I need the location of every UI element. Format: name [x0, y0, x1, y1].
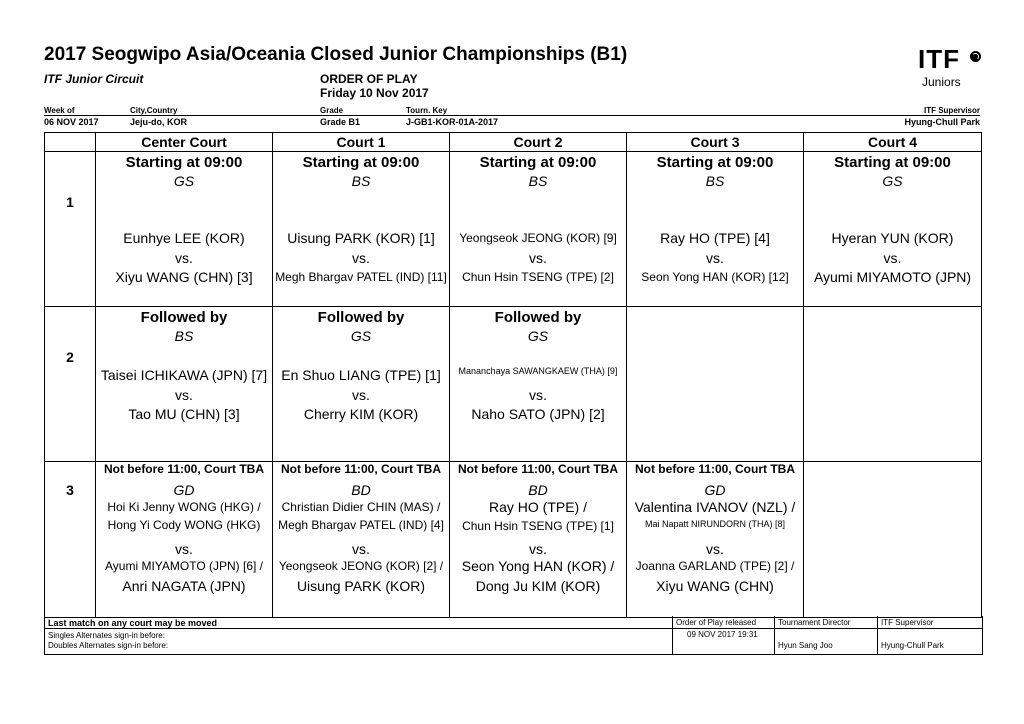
match-cell [450, 462, 627, 618]
week-value: 06 NOV 2017 [44, 117, 99, 127]
court-header: Court 3 [627, 133, 804, 152]
start-time: Not before 11:00, Court TBA [457, 462, 619, 476]
released-value: 09 NOV 2017 19:31 [687, 630, 758, 639]
event-code: BD [528, 482, 548, 498]
match-cell [627, 152, 804, 307]
versus: vs. [529, 250, 547, 266]
match-row [45, 152, 982, 307]
event-code: GD [704, 482, 726, 498]
row-number: 1 [66, 194, 74, 210]
partner-two: Uisung PARK (KOR) [296, 578, 426, 594]
order-of-play-heading [320, 72, 429, 100]
match-cell [627, 462, 804, 618]
player-two: Cherry KIM (KOR) [303, 406, 419, 422]
match-cell [450, 152, 627, 307]
footer-col-divider [774, 616, 775, 654]
grade-label: Grade [320, 106, 344, 115]
supervisor-value: Hyung-Chull Park [904, 117, 980, 127]
event-code: GS [882, 173, 903, 189]
week-label: Week of [44, 106, 75, 115]
event-code: GS [527, 328, 549, 344]
event-code: BS [705, 173, 725, 189]
versus: vs. [352, 250, 370, 266]
partner-one: Mai Napatt NIRUNDORN (THA) [8] [644, 519, 786, 529]
city-label: City,Country [130, 106, 178, 115]
last-match-note: Last match on any court may be moved [48, 618, 218, 628]
player-one: Yeongseok JEONG (KOR) [9] [459, 231, 617, 245]
versus: vs. [883, 250, 902, 266]
start-time: Starting at 09:00 [834, 154, 951, 171]
versus: vs. [706, 250, 724, 266]
start-time: Starting at 09:00 [302, 154, 420, 171]
player-one: Ray HO (TPE) / [488, 499, 587, 515]
footer-supervisor-value: Hyung-Chull Park [881, 641, 944, 650]
footer-col-divider [672, 616, 673, 654]
match-cell [273, 307, 450, 462]
versus: vs. [706, 541, 724, 557]
logo-itf-text: ITF [918, 44, 960, 74]
start-time: Starting at 09:00 [656, 154, 774, 171]
player-one: Taisei ICHIKAWA (JPN) [7] [100, 367, 268, 383]
player-one: Valentina IVANOV (NZL) / [634, 499, 796, 515]
event-code: BS [528, 173, 548, 189]
event-code: GS [173, 173, 195, 189]
tourn-key-label: Tourn. Key [406, 106, 448, 115]
match-cell [804, 152, 982, 307]
versus: vs. [175, 387, 193, 403]
player-one: Uisung PARK (KOR) [1] [287, 230, 435, 246]
player-two: Seon Yong HAN (KOR) [12] [641, 270, 789, 284]
player-two: Ayumi MIYAMOTO (JPN) [6] / [104, 559, 264, 573]
player-two: Joanna GARLAND (TPE) [2] / [635, 559, 795, 573]
released-label: Order of Play released [676, 618, 757, 627]
tennis-ball-icon [970, 51, 981, 62]
partner-one: Hong Yi Cody WONG (HKG) [107, 518, 261, 532]
court-header-row [45, 133, 982, 152]
start-time: Not before 11:00, Court TBA [103, 462, 265, 476]
court-header: Court 4 [804, 133, 982, 152]
partner-two: Xiyu WANG (CHN) [656, 578, 774, 594]
city-value: Jeju-do, KOR [130, 117, 188, 127]
partner-one: Megh Bhargav PATEL (IND) [4] [278, 518, 444, 532]
start-time: Not before 11:00, Court TBA [634, 462, 796, 476]
row-number-cell [45, 307, 96, 462]
grade-value: Grade B1 [320, 117, 361, 127]
footer-col-divider [877, 616, 878, 654]
row-number: 3 [66, 482, 74, 498]
court-header: Court 1 [273, 133, 450, 152]
match-row [45, 462, 982, 618]
footer-box [44, 616, 983, 655]
footer-supervisor-label: ITF Supervisor [881, 618, 934, 627]
partner-one: Chun Hsin TSENG (TPE) [1] [462, 519, 614, 533]
empty-header-cell [45, 133, 96, 152]
match-row [45, 307, 982, 462]
player-one: En Shuo LIANG (TPE) [1] [281, 367, 441, 383]
match-cell [96, 462, 273, 618]
player-two: Tao MU (CHN) [3] [128, 406, 240, 422]
event-code: BS [174, 328, 194, 344]
itf-juniors-logo [916, 44, 986, 92]
start-time: Followed by [317, 309, 405, 326]
director-label: Tournament Director [778, 618, 851, 627]
start-time: Followed by [494, 309, 582, 326]
row-number: 2 [66, 349, 74, 365]
play-date: Friday 10 Nov 2017 [320, 86, 429, 100]
director-value: Hyun Sang Joo [778, 641, 833, 650]
court-header: Court 2 [450, 133, 627, 152]
player-one: Christian Didier CHIN (MAS) / [281, 500, 441, 514]
player-two: Chun Hsin TSENG (TPE) [2] [462, 270, 614, 284]
header-divider [44, 115, 980, 116]
row-number-cell [45, 462, 96, 618]
player-two: Seon Yong HAN (KOR) / [461, 558, 615, 574]
tourn-key-value: J-GB1-KOR-01A-2017 [406, 117, 499, 127]
player-two: Naho SATO (JPN) [2] [471, 406, 605, 422]
player-one: Ray HO (TPE) [4] [660, 230, 770, 246]
match-cell [96, 152, 273, 307]
circuit-name: ITF Junior Circuit [44, 72, 144, 86]
supervisor-label: ITF Supervisor [923, 106, 980, 115]
partner-two: Dong Ju KIM (KOR) [475, 578, 601, 594]
doubles-alternates: Doubles Alternates sign-in before: [48, 641, 169, 650]
page-title: 2017 Seogwipo Asia/Oceania Closed Junior Championships (B1) [44, 44, 628, 65]
order-of-play-label: ORDER OF PLAY [320, 72, 418, 86]
start-time: Starting at 09:00 [479, 154, 597, 171]
singles-alternates: Singles Alternates sign-in before: [48, 631, 165, 640]
start-time: Not before 11:00, Court TBA [280, 462, 442, 476]
partner-two: Anri NAGATA (JPN) [122, 578, 246, 594]
player-two: Xiyu WANG (CHN) [3] [115, 269, 253, 285]
row-number-cell [45, 152, 96, 307]
match-cell [450, 307, 627, 462]
player-one: Hoi Ki Jenny WONG (HKG) / [107, 500, 261, 514]
versus: vs. [175, 250, 193, 266]
event-code: BS [351, 173, 371, 189]
order-of-play-table [44, 132, 982, 618]
versus: vs. [175, 541, 193, 557]
empty-match-cell [804, 462, 982, 618]
logo-juniors-text: Juniors [922, 75, 961, 89]
player-one: Mananchaya SAWANGKAEW (THA) [9] [458, 366, 618, 376]
match-cell [96, 307, 273, 462]
player-two: Megh Bhargav PATEL (IND) [11] [275, 270, 447, 284]
event-code: GD [173, 482, 195, 498]
footer-divider [45, 628, 982, 629]
event-code: GS [350, 328, 372, 344]
court-header: Center Court [96, 133, 273, 152]
versus: vs. [352, 387, 370, 403]
start-time: Starting at 09:00 [125, 154, 243, 171]
player-one: Hyeran YUN (KOR) [831, 230, 954, 246]
versus: vs. [352, 541, 370, 557]
empty-match-cell [804, 307, 982, 462]
match-cell [273, 462, 450, 618]
player-one: Eunhye LEE (KOR) [123, 230, 245, 246]
versus: vs. [529, 541, 547, 557]
match-cell [273, 152, 450, 307]
player-two: Ayumi MIYAMOTO (JPN) [813, 269, 972, 285]
versus: vs. [529, 387, 547, 403]
start-time: Followed by [140, 309, 228, 326]
player-two: Yeongseok JEONG (KOR) [2] / [278, 559, 444, 573]
event-code: BD [351, 482, 371, 498]
empty-match-cell [627, 307, 804, 462]
